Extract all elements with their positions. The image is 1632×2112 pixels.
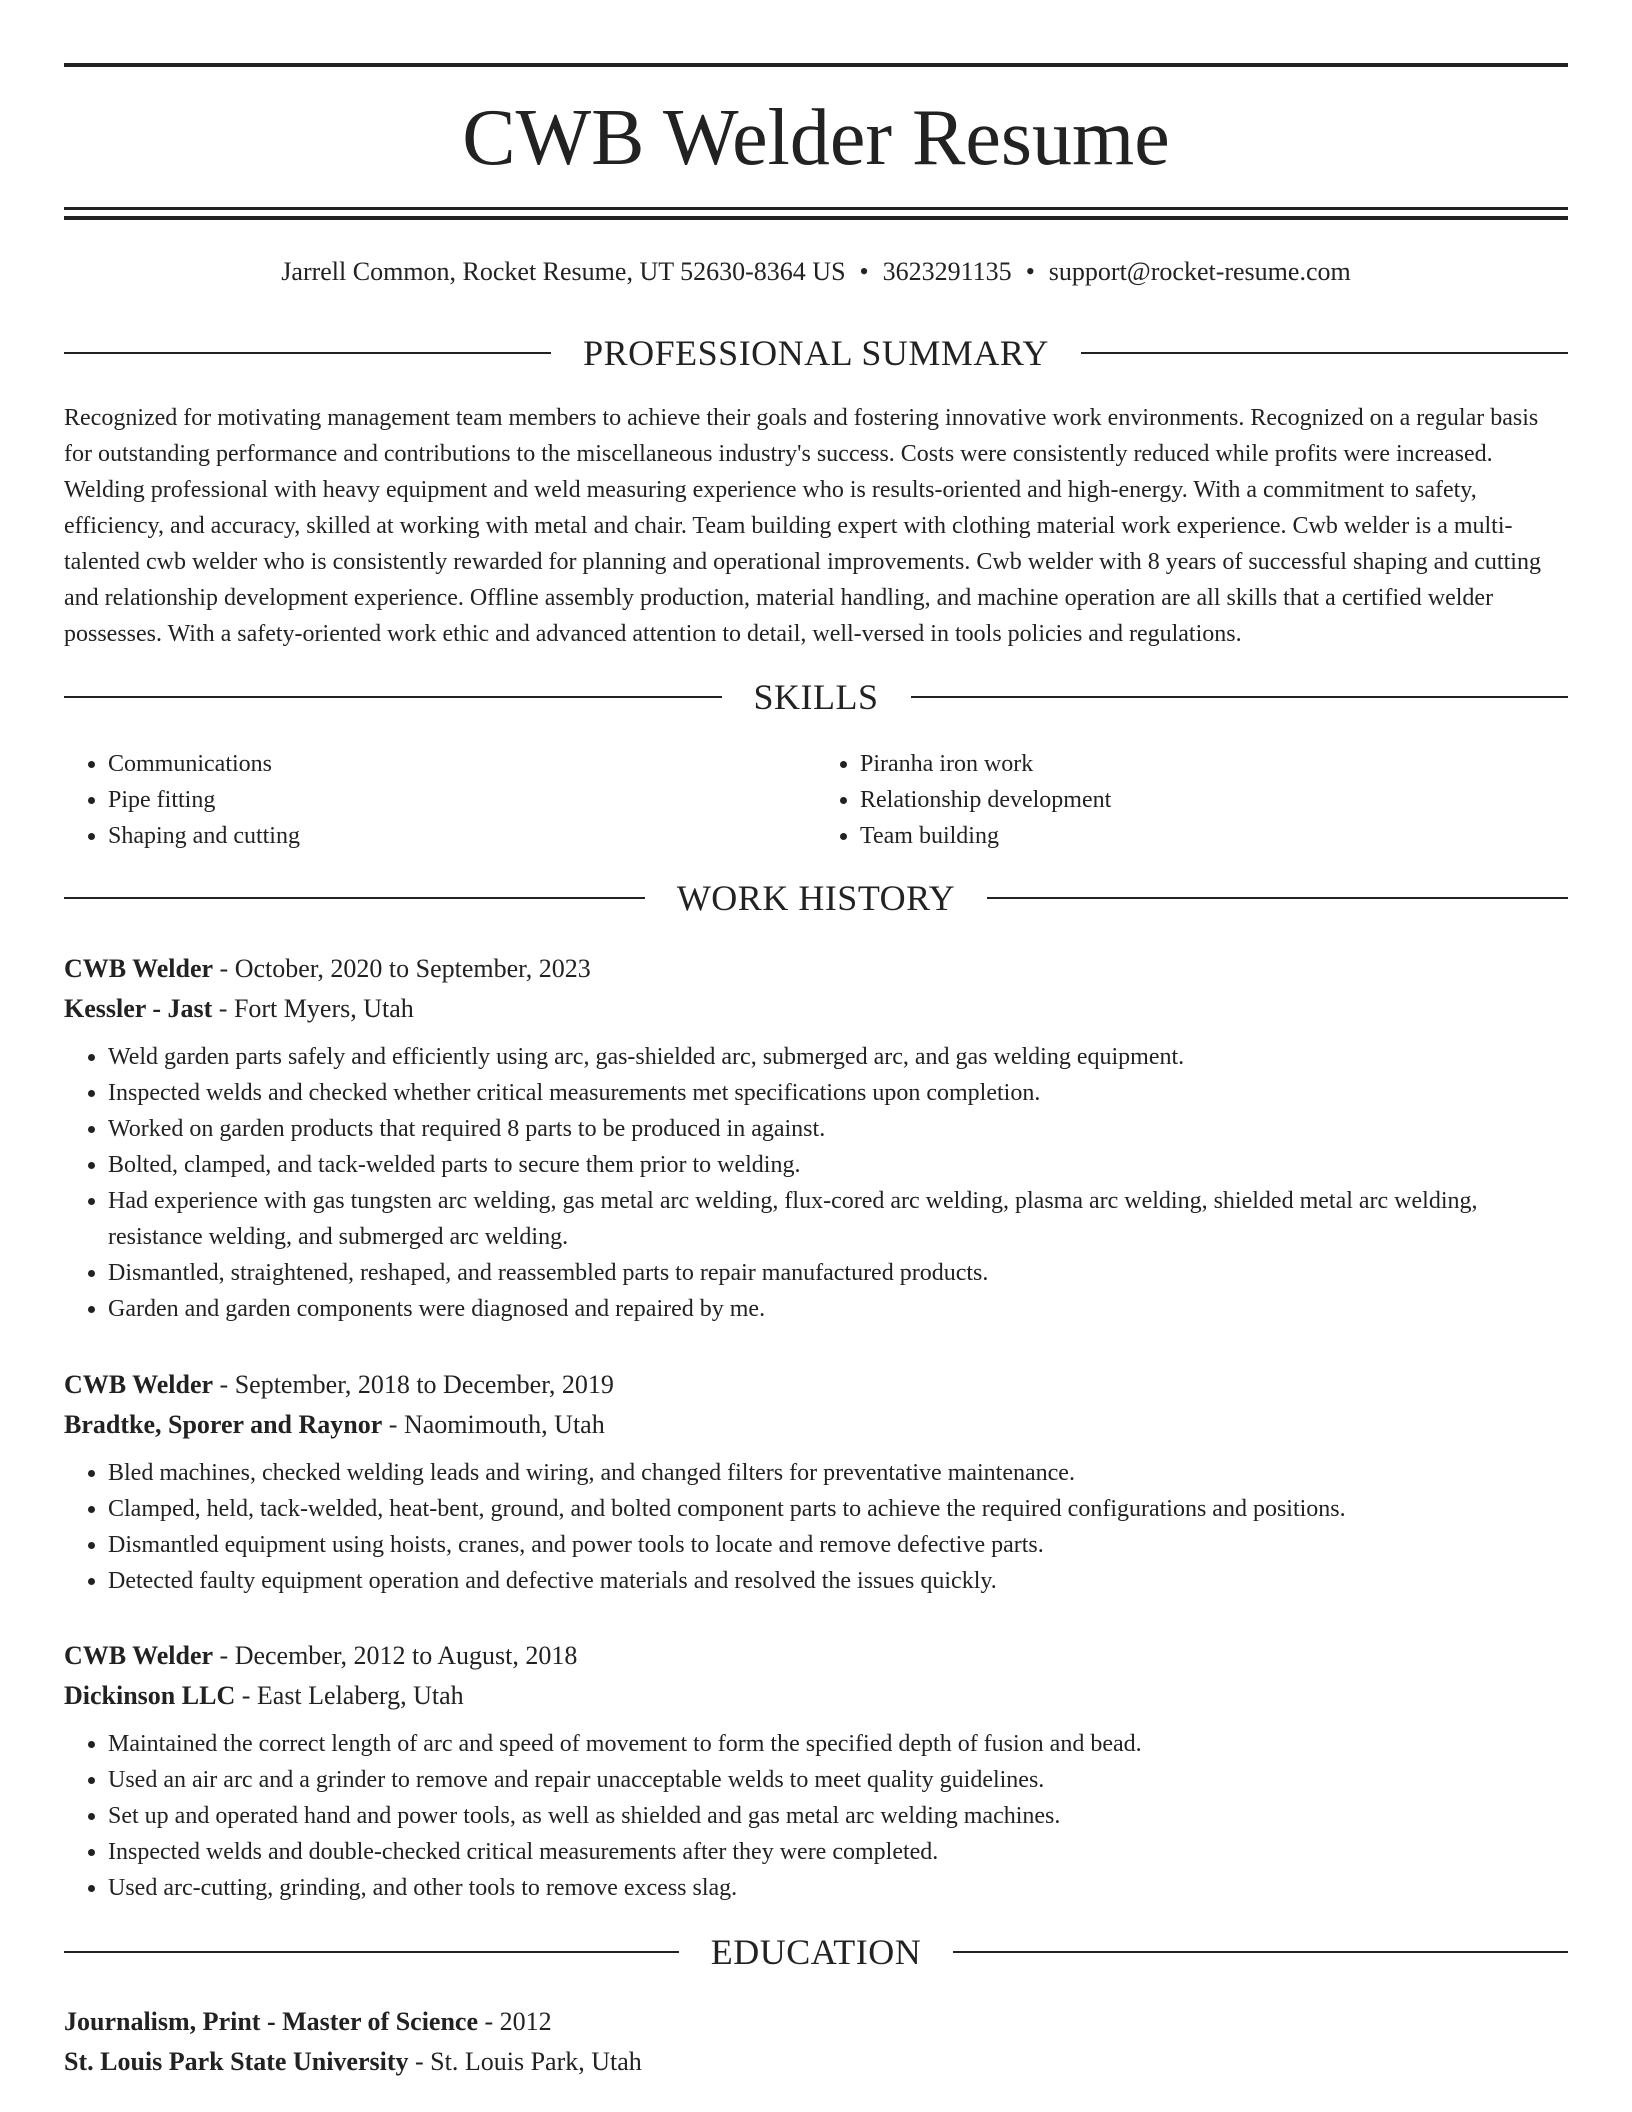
contact-separator: •: [859, 257, 869, 286]
section-title-work: WORK HISTORY: [676, 878, 956, 918]
job-bullet: • Dismantled, straightened, reshaped, and reassembled parts to repair manufactured products.: [108, 1255, 1568, 1291]
job-bullet: • Bled machines, checked welding leads and wiring, and changed filters for preventative maintenance.: [108, 1455, 1568, 1491]
section-rule-left: [64, 352, 551, 354]
skills-column-right: [816, 746, 1568, 854]
section-rule-left: [64, 696, 722, 698]
job-company: Kessler - Jast: [64, 994, 213, 1023]
skill-item: • Team building: [860, 818, 1568, 854]
summary-text: Recognized for motivating management team members to achieve their goals and fostering innovative work environments. Recognized on a regular basis for outstanding performance and contributions to the miscellaneous industry's success. Costs were consistently reduced while profits were increased. Welding professional with heavy equipment and weld measuring experience who is results-oriented and high-energy. With a commitment to safety, efficiency, and accuracy, skilled at working with metal and chair. Team building expert with clothing material work experience. Cwb welder is a multi-talented cwb welder who is consistently rewarded for planning and operational improvements. Cwb welder with 8 years of successful shaping and cutting and relationship development experience. Offline assembly production, material handling, and machine operation are all skills that a certified welder possesses. With a safety-oriented work ethic and advanced attention to detail, well-versed in tools policies and regulations.: [64, 405, 1541, 647]
education-year: - 2012: [478, 2007, 552, 2036]
skill-item: • Relationship development: [860, 782, 1568, 818]
job-bullet: • Inspected welds and double-checked critical measurements after they were completed.: [108, 1834, 1568, 1870]
section-rule-right: [1081, 352, 1568, 354]
section-rule-right: [953, 1951, 1568, 1953]
skill-item: • Shaping and cutting: [108, 818, 816, 854]
job-company: Bradtke, Sporer and Raynor: [64, 1410, 383, 1439]
education-school: St. Louis Park State University: [64, 2047, 409, 2076]
contact-separator: •: [1025, 257, 1035, 286]
job-bullets: [64, 1455, 1568, 1599]
job-dates: - December, 2012 to August, 2018: [213, 1641, 578, 1670]
job-bullet: • Inspected welds and checked whether critical measurements met specifications upon completion.: [108, 1075, 1568, 1111]
top-rule: [64, 63, 1568, 67]
job-bullet: • Set up and operated hand and power tools, as well as shielded and gas metal arc welding machines.: [108, 1798, 1568, 1834]
skill-item: • Piranha iron work: [860, 746, 1568, 782]
contact-phone: 3623291135: [882, 257, 1012, 286]
education-location: - St. Louis Park, Utah: [408, 2047, 642, 2076]
job-company-line: [64, 1676, 1568, 1716]
job-dates: - October, 2020 to September, 2023: [213, 954, 591, 983]
job-company-line: [64, 1405, 1568, 1445]
job-bullet: • Bolted, clamped, and tack-welded parts to secure them prior to welding.: [108, 1147, 1568, 1183]
job-location: - East Lelaberg, Utah: [235, 1681, 464, 1710]
contact-email: support@rocket-resume.com: [1048, 257, 1351, 286]
job-entry: [64, 1365, 1568, 1599]
title-rule-lower: [64, 216, 1568, 220]
education-degree-line: [64, 2002, 1568, 2042]
education-degree: Journalism, Print - Master of Science: [64, 2007, 478, 2036]
job-title-line: [64, 1365, 1568, 1405]
job-location: - Naomimouth, Utah: [382, 1410, 605, 1439]
skill-item: • Communications: [108, 746, 816, 782]
job-title: CWB Welder: [64, 954, 214, 983]
job-bullet: • Had experience with gas tungsten arc welding, gas metal arc welding, flux-cored arc welding, plasma arc welding, shielded metal arc welding, resistance welding, and submerged arc welding.: [108, 1183, 1568, 1255]
job-bullet: • Garden and garden components were diagnosed and repaired by me.: [108, 1291, 1568, 1327]
job-title: CWB Welder: [64, 1370, 214, 1399]
education-school-line: [64, 2042, 1568, 2082]
job-entry: [64, 1636, 1568, 1906]
section-header-education: [64, 1930, 1568, 1974]
job-bullet: • Used arc-cutting, grinding, and other tools to remove excess slag.: [108, 1870, 1568, 1906]
section-title-education: EDUCATION: [710, 1932, 922, 1972]
job-bullets: [64, 1726, 1568, 1906]
job-bullet: • Used an air arc and a grinder to remove and repair unacceptable welds to meet quality guidelines.: [108, 1762, 1568, 1798]
job-entry: [64, 949, 1568, 1327]
job-bullet: • Worked on garden products that required 8 parts to be produced in against.: [108, 1111, 1568, 1147]
section-title-summary: PROFESSIONAL SUMMARY: [583, 333, 1049, 373]
section-rule-right: [987, 897, 1568, 899]
section-header-summary: [64, 331, 1568, 375]
job-title: CWB Welder: [64, 1641, 214, 1670]
section-header-work: [64, 876, 1568, 920]
job-title-line: [64, 1636, 1568, 1676]
resume-title: CWB Welder Resume: [462, 94, 1170, 182]
job-bullet: • Detected faulty equipment operation and defective materials and resolved the issues quickly.: [108, 1563, 1568, 1599]
job-bullet: • Weld garden parts safely and efficiently using arc, gas-shielded arc, submerged arc, and gas welding equipment.: [108, 1039, 1568, 1075]
title-rule-upper: [64, 207, 1568, 210]
skills-list: [64, 746, 1568, 854]
section-rule-left: [64, 897, 645, 899]
job-title-line: [64, 949, 1568, 989]
job-bullet: • Clamped, held, tack-welded, heat-bent, ground, and bolted component parts to achieve the required configurations and positions.: [108, 1491, 1568, 1527]
section-rule-left: [64, 1951, 679, 1953]
job-location: - Fort Myers, Utah: [212, 994, 414, 1023]
education-entry: [64, 2002, 1568, 2082]
job-bullet: • Maintained the correct length of arc and speed of movement to form the specified depth of fusion and bead.: [108, 1726, 1568, 1762]
job-dates: - September, 2018 to December, 2019: [213, 1370, 614, 1399]
contact-line: [64, 254, 1568, 290]
job-bullet: • Dismantled equipment using hoists, cranes, and power tools to locate and remove defective parts.: [108, 1527, 1568, 1563]
job-company-line: [64, 989, 1568, 1029]
job-company: Dickinson LLC: [64, 1681, 236, 1710]
contact-address: Jarrell Common, Rocket Resume, UT 52630-8364 US: [281, 257, 846, 286]
job-bullets: [64, 1039, 1568, 1327]
section-title-skills: SKILLS: [753, 677, 879, 717]
section-rule-right: [911, 696, 1569, 698]
skill-item: • Pipe fitting: [108, 782, 816, 818]
skills-column-left: [64, 746, 816, 854]
section-header-skills: [64, 675, 1568, 719]
